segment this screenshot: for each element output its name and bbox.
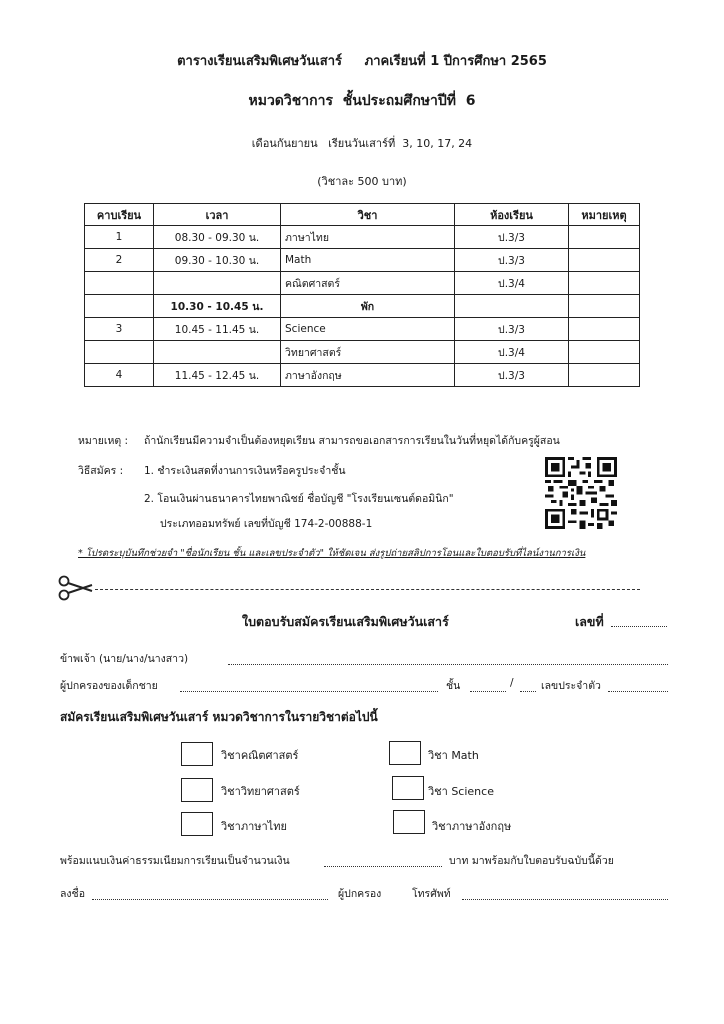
page-subtitle: หมวดวิชาการ ชั้นประถมศึกษาปีที่ 6 [248, 93, 476, 109]
fee-note: (วิชาละ 500 บาท) [317, 175, 407, 188]
note-cell [569, 272, 640, 295]
table-row-break [85, 295, 640, 318]
col-header: หมายเหตุ [569, 204, 640, 226]
payment-label: พร้อมแนบเงินค่าธรรมเนียมการเรียนเป็นจำนวนเงิน [60, 855, 290, 867]
time-cell: 08.30 - 09.30 น. [154, 226, 281, 249]
time-cell: 11.45 - 12.45 น. [154, 364, 281, 387]
subject-cell: วิทยาศาสตร์ [281, 341, 455, 364]
table-row [85, 364, 640, 387]
room-cell: ป.3/3 [455, 226, 569, 249]
checkbox-thai[interactable] [181, 812, 213, 836]
room-cell: ป.3/3 [455, 318, 569, 341]
room-cell: ป.3/3 [455, 364, 569, 387]
room-cell: ป.3/3 [455, 249, 569, 272]
option-label: วิชาภาษาอังกฤษ [432, 820, 512, 833]
note-cell [569, 341, 640, 364]
note-cell [569, 318, 640, 341]
checkbox-science-english[interactable] [392, 776, 424, 800]
option-label: วิชาภาษาไทย [221, 820, 287, 833]
period-cell [85, 295, 154, 318]
checkbox-math-thai[interactable] [181, 742, 213, 766]
col-header: วิชา [281, 204, 455, 226]
period-cell [85, 341, 154, 364]
subject-cell: คณิตศาสตร์ [281, 272, 455, 295]
student-id-label: เลขประจำตัว [541, 680, 601, 692]
time-cell: 10.45 - 11.45 น. [154, 318, 281, 341]
student-id-field[interactable] [608, 691, 668, 692]
grade-label: ชั้น [446, 680, 461, 692]
period-cell [85, 272, 154, 295]
note-cell [569, 295, 640, 318]
table-row [85, 272, 640, 295]
parent-name-label: ข้าพเจ้า (นาย/นาง/นางสาว) [60, 653, 189, 665]
break-cell: พัก [281, 295, 455, 318]
phone-field[interactable] [462, 899, 668, 900]
table-row [85, 226, 640, 249]
apply-label: วิธีสมัคร : [78, 465, 124, 477]
section-title: สมัครเรียนเสริมพิเศษวันเสาร์ หมวดวิชาการในรายวิชาต่อไปนี้ [60, 710, 378, 724]
room-cell [455, 295, 569, 318]
note-cell [569, 226, 640, 249]
room-cell: ป.3/4 [455, 272, 569, 295]
signature-field[interactable] [92, 899, 328, 900]
transfer-warning: * โปรดระบุบันทึกช่วยจำ "ชื่อนักเรียน ชั้น และเลขประจำตัว" ให้ชัดเจน ส่งรูปถ่ายสลิปการโอนและใบตอบรับที่ไลน์งานการเงิน [78, 548, 586, 559]
option-label: วิชา Math [428, 749, 479, 762]
table-row [85, 249, 640, 272]
payment-amount-field[interactable] [324, 866, 442, 867]
cut-line [95, 589, 640, 590]
page-title: ตารางเรียนเสริมพิเศษวันเสาร์ ภาคเรียนที่ 1 ปีการศึกษา 2565 [177, 54, 547, 69]
remark-label: หมายเหตุ : [78, 435, 129, 447]
scissors-icon [58, 575, 94, 601]
schedule-dates: เดือนกันยายน เรียนวันเสาร์ที่ 3, 10, 17, 24 [251, 137, 473, 150]
qr-code-icon [545, 457, 617, 529]
signature-label: ลงชื่อ [60, 888, 85, 900]
option-label: วิชาคณิตศาสตร์ [221, 749, 299, 762]
time-cell [154, 272, 281, 295]
subject-cell: ภาษาอังกฤษ [281, 364, 455, 387]
option-label: วิชาวิทยาศาสตร์ [221, 785, 300, 798]
grade-field[interactable] [470, 691, 506, 692]
table-header-row [85, 204, 640, 226]
period-cell: 3 [85, 318, 154, 341]
checkbox-english[interactable] [393, 810, 425, 834]
time-cell: 10.30 - 10.45 น. [154, 295, 281, 318]
col-header: ห้องเรียน [455, 204, 569, 226]
form-number-label: เลขที่ [575, 614, 604, 629]
col-header: เวลา [154, 204, 281, 226]
time-cell: 09.30 - 10.30 น. [154, 249, 281, 272]
room-cell: ป.3/4 [455, 341, 569, 364]
parent-name-field[interactable] [228, 664, 668, 665]
period-cell: 4 [85, 364, 154, 387]
checkbox-math-english[interactable] [389, 741, 421, 765]
time-cell [154, 341, 281, 364]
period-cell: 1 [85, 226, 154, 249]
bank-account: ประเภทออมทรัพย์ เลขที่บัญชี 174-2-00888-1 [160, 518, 373, 530]
grade-slash: / [510, 677, 514, 689]
checkbox-science-thai[interactable] [181, 778, 213, 802]
table-row [85, 318, 640, 341]
child-name-label: ผู้ปกครองของเด็กชาย [60, 680, 158, 692]
guardian-label: ผู้ปกครอง [338, 888, 382, 900]
form-title: ใบตอบรับสมัครเรียนเสริมพิเศษวันเสาร์ [242, 614, 449, 629]
subject-cell: Science [281, 318, 455, 341]
child-name-field[interactable] [180, 691, 438, 692]
remark-text: ถ้านักเรียนมีความจำเป็นต้องหยุดเรียน สามารถขอเอกสารการเรียนในวันที่หยุดได้กับครูผู้สอน [144, 435, 560, 447]
col-header: คาบเรียน [85, 204, 154, 226]
note-cell [569, 249, 640, 272]
payment-tail: บาท มาพร้อมกับใบตอบรับฉบับนี้ด้วย [449, 855, 614, 867]
room-field[interactable] [520, 691, 536, 692]
phone-label: โทรศัพท์ [412, 888, 451, 900]
apply-step-1: 1. ชำระเงินสดที่งานการเงินหรือครูประจำชั้น [144, 465, 346, 477]
subject-cell: ภาษาไทย [281, 226, 455, 249]
subject-cell: Math [281, 249, 455, 272]
option-label: วิชา Science [428, 785, 494, 798]
apply-step-2: 2. โอนเงินผ่านธนาคารไทยพาณิชย์ ชื่อบัญชี "โรงเรียนเซนต์ดอมินิก" [144, 493, 454, 505]
note-cell [569, 364, 640, 387]
table-row [85, 341, 640, 364]
period-cell: 2 [85, 249, 154, 272]
schedule-table [84, 203, 640, 387]
form-number-field[interactable] [611, 626, 667, 627]
